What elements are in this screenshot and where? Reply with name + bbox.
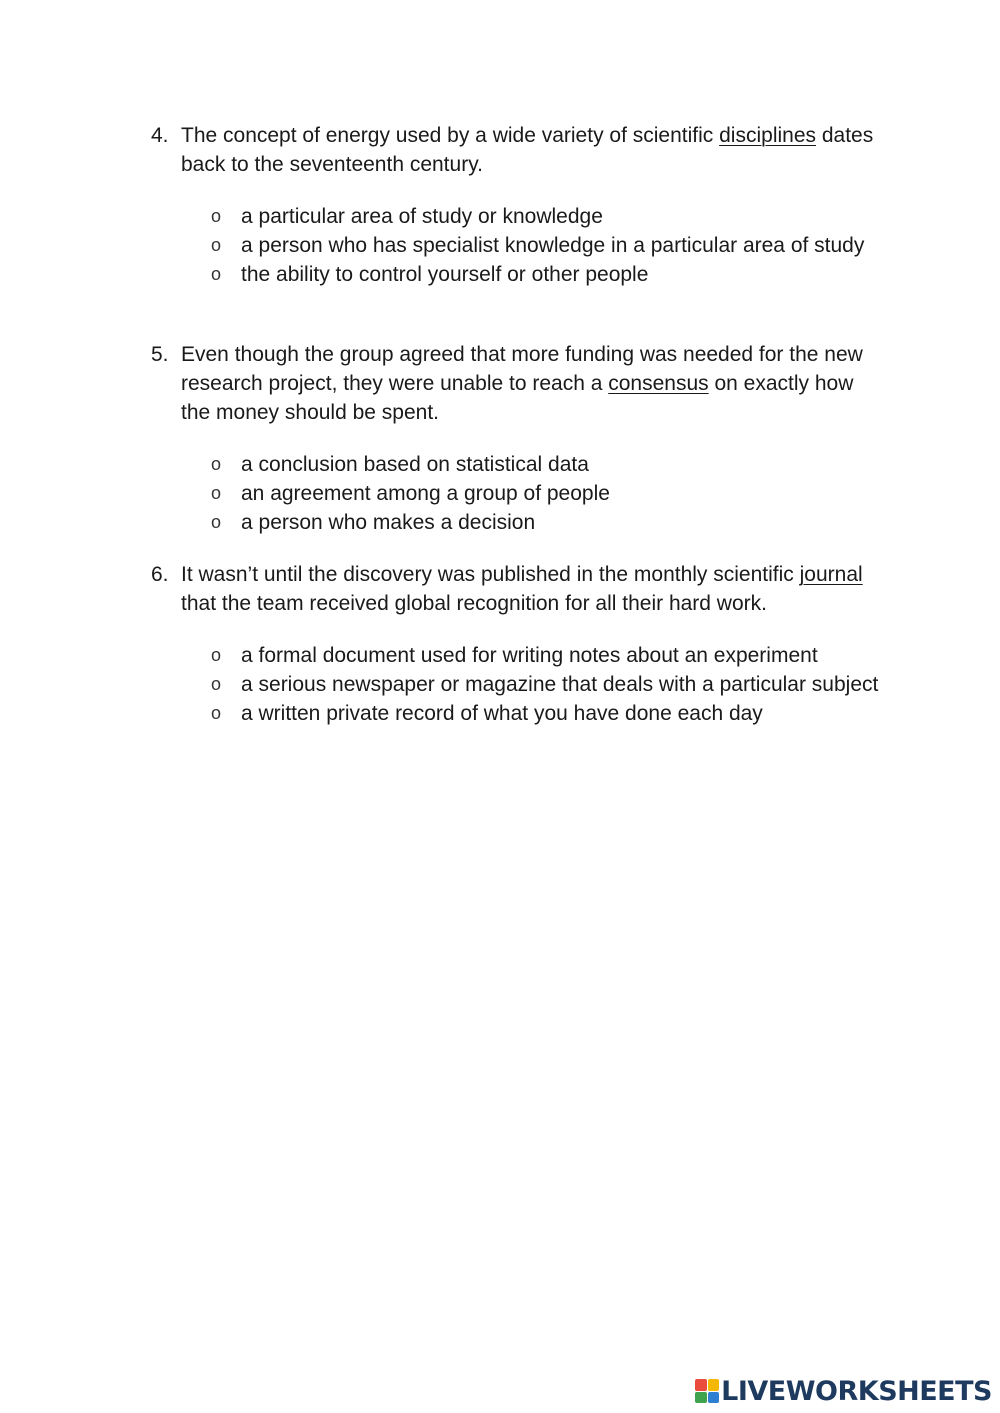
question-number: 5. bbox=[151, 343, 169, 366]
answer-option[interactable]: o a formal document used for writing notes about an experiment bbox=[211, 641, 881, 670]
radio-bullet-icon[interactable]: o bbox=[211, 512, 222, 532]
radio-bullet-icon[interactable]: o bbox=[211, 235, 222, 255]
radio-bullet-icon[interactable]: o bbox=[211, 454, 222, 474]
target-word: disciplines bbox=[719, 124, 817, 147]
answer-option[interactable]: o a person who makes a decision bbox=[211, 508, 881, 537]
answer-option[interactable]: o the ability to control yourself or other people bbox=[211, 260, 881, 289]
question-number: 4. bbox=[151, 124, 169, 147]
liveworksheets-logo-icon bbox=[695, 1379, 719, 1403]
question-text: The concept of energy used by a wide variety of scientific disciplines dates back to the seventeenth century. bbox=[181, 124, 874, 176]
radio-bullet-icon[interactable]: o bbox=[211, 703, 222, 723]
answer-options bbox=[151, 202, 881, 289]
question-text: It wasn’t until the discovery was published in the monthly scientific journal that the team received global recognition for all their hard work. bbox=[181, 563, 863, 615]
radio-bullet-icon[interactable]: o bbox=[211, 674, 222, 694]
radio-bullet-icon[interactable]: o bbox=[211, 645, 222, 665]
question-text: Even though the group agreed that more funding was needed for the new research project, they were unable to reach a consensus on exactly how the money should be spent. bbox=[181, 343, 863, 424]
logo-tile bbox=[708, 1392, 720, 1404]
answer-option[interactable]: o a conclusion based on statistical data bbox=[211, 450, 881, 479]
target-word: journal bbox=[799, 563, 863, 586]
question-5 bbox=[151, 340, 881, 558]
question-4 bbox=[151, 121, 881, 310]
answer-option[interactable]: o a person who has specialist knowledge in a particular area of study bbox=[211, 231, 881, 260]
answer-option[interactable]: o a serious newspaper or magazine that deals with a particular subject bbox=[211, 670, 881, 699]
answer-options bbox=[151, 641, 881, 728]
logo-tile bbox=[695, 1392, 707, 1404]
answer-options bbox=[151, 450, 881, 537]
target-word: consensus bbox=[608, 372, 709, 395]
radio-bullet-icon[interactable]: o bbox=[211, 206, 222, 226]
logo-tile bbox=[708, 1379, 720, 1391]
logo-tile bbox=[695, 1379, 707, 1391]
radio-bullet-icon[interactable]: o bbox=[211, 483, 222, 503]
question-number: 6. bbox=[151, 563, 169, 586]
answer-option[interactable]: o an agreement among a group of people bbox=[211, 479, 881, 508]
radio-bullet-icon[interactable]: o bbox=[211, 264, 222, 284]
answer-option[interactable]: o a written private record of what you have done each day bbox=[211, 699, 881, 728]
answer-option[interactable]: o a particular area of study or knowledge bbox=[211, 202, 881, 231]
liveworksheets-brand bbox=[695, 1375, 992, 1407]
brand-name: LIVEWORKSHEETS bbox=[721, 1375, 992, 1407]
question-6 bbox=[151, 560, 881, 749]
